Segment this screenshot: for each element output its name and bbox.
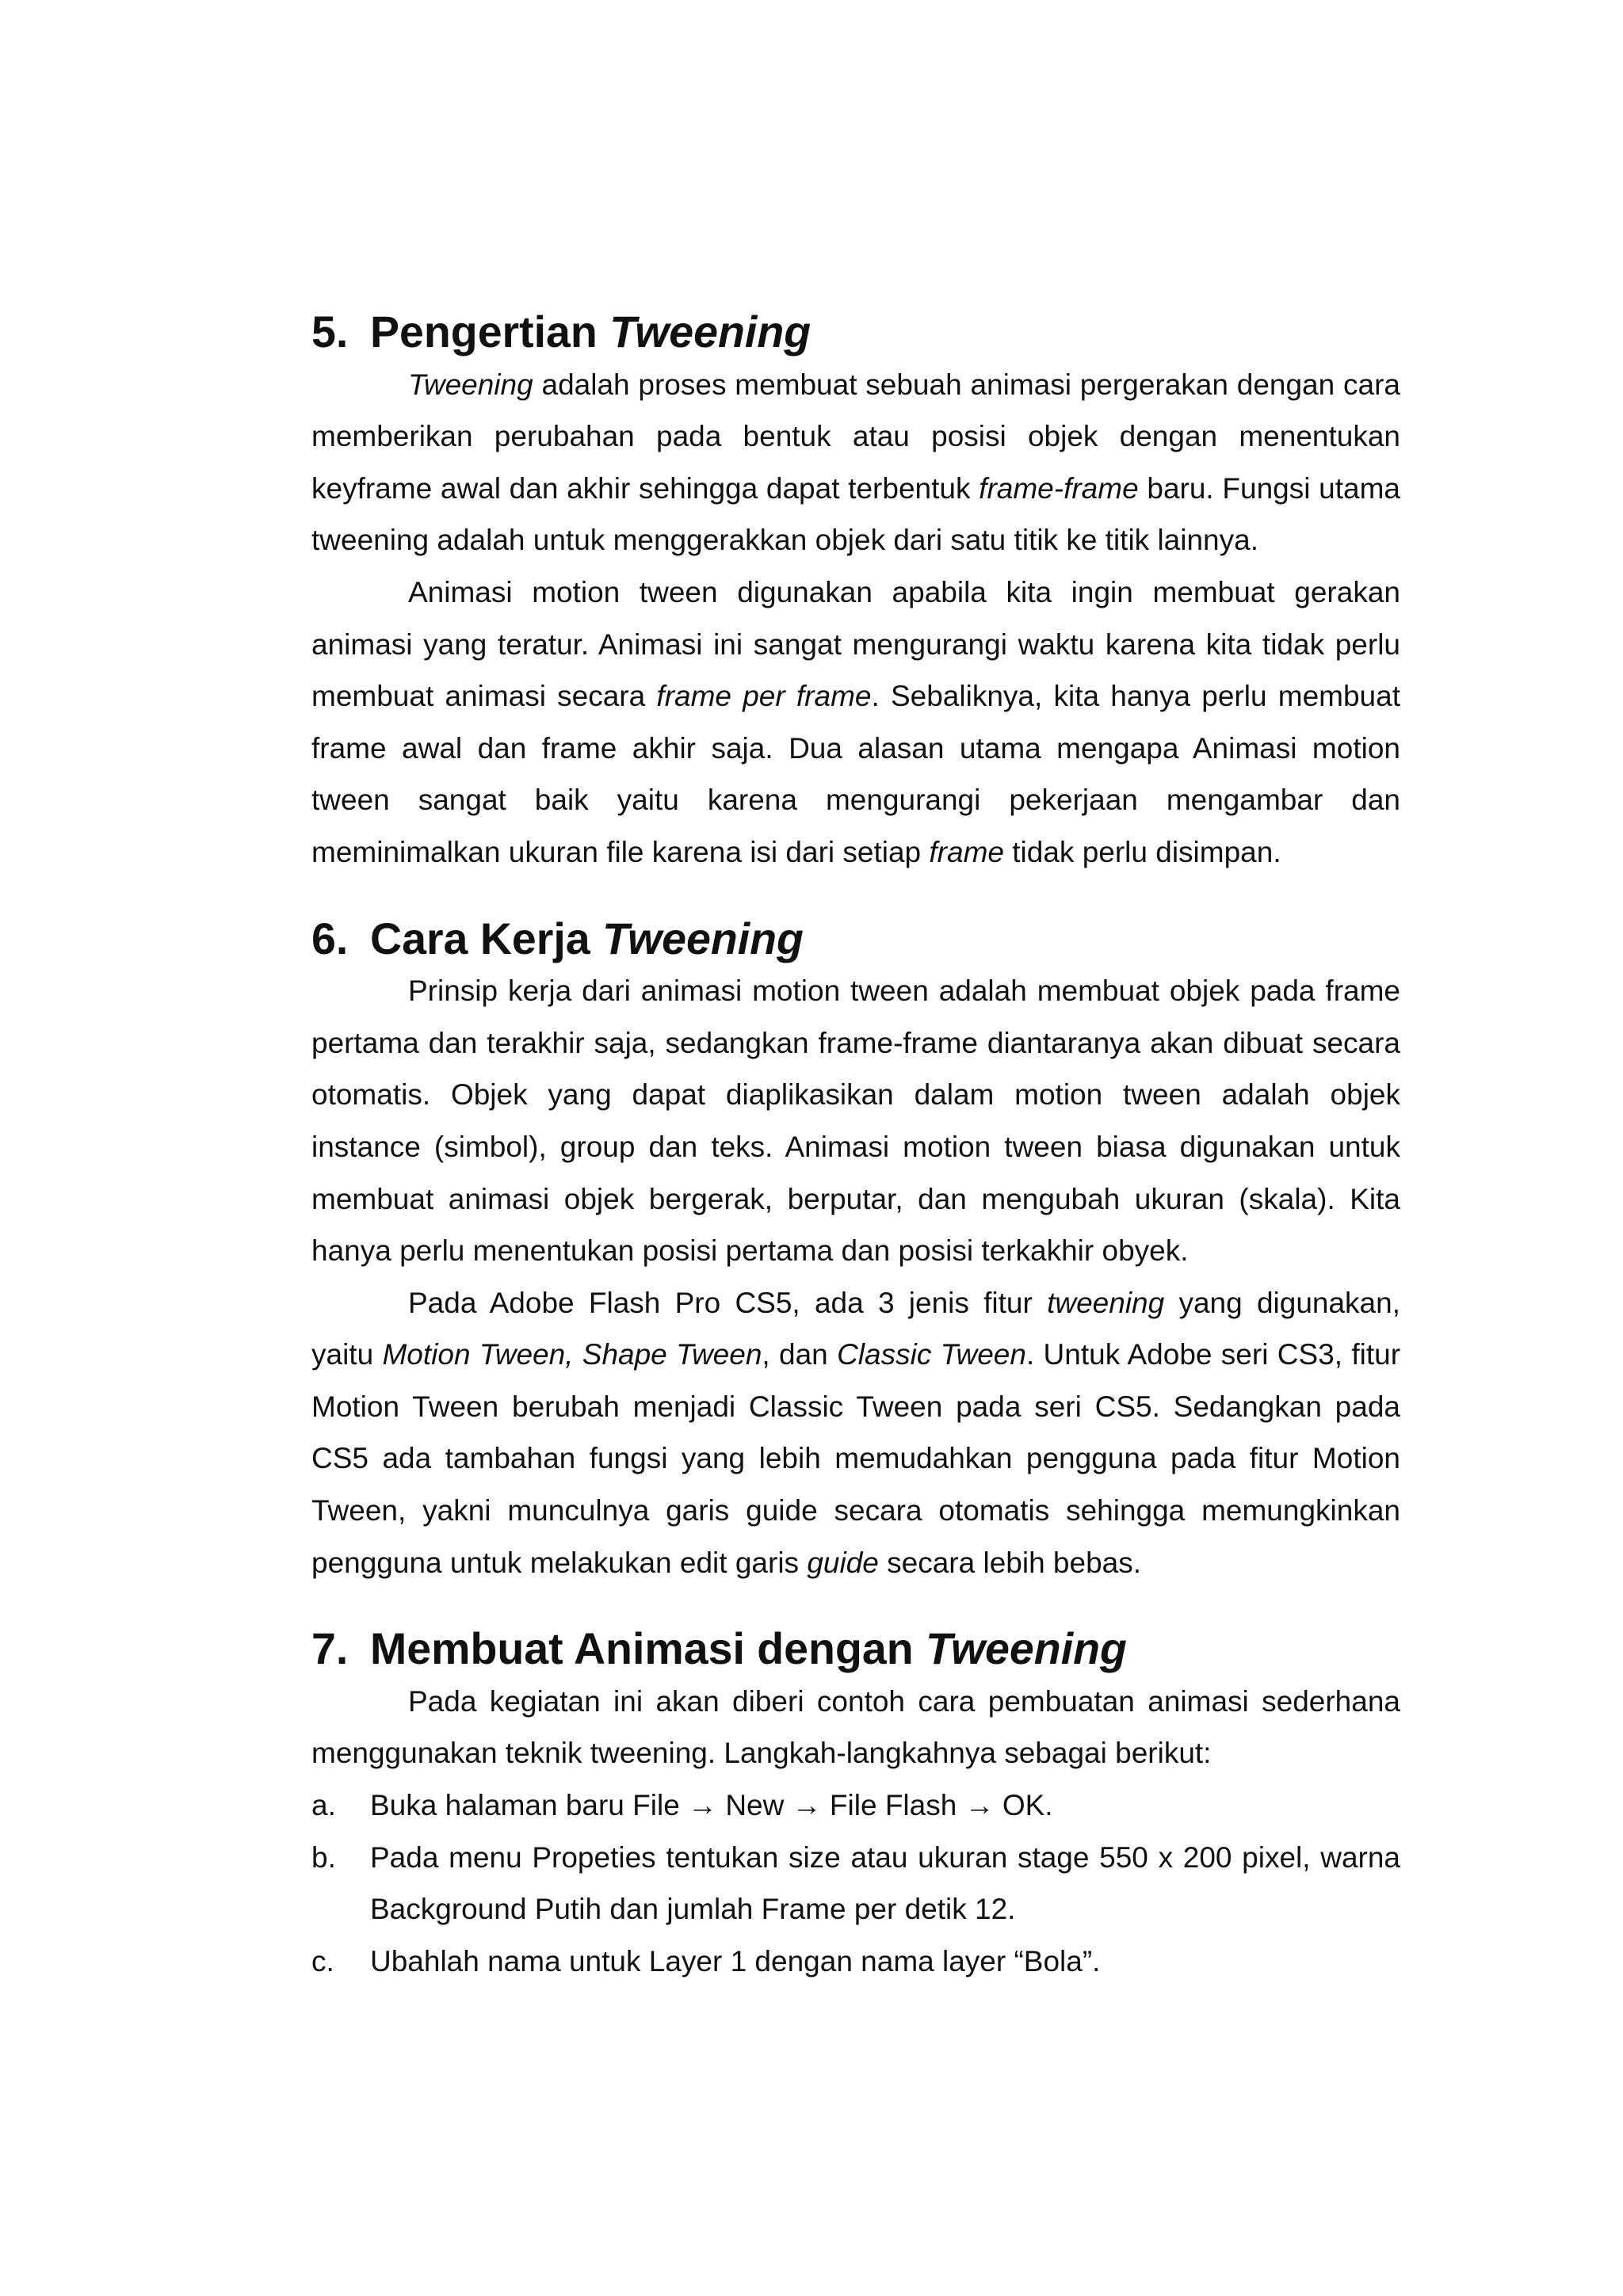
- section-number: 6.: [311, 913, 349, 963]
- section-title: Pengertian Tweening: [370, 307, 812, 357]
- list-item-text: Ubahlah nama untuk Layer 1 dengan nama layer “Bola”.: [370, 1944, 1101, 1978]
- section-title: Membuat Animasi dengan Tweening: [370, 1624, 1127, 1674]
- section-number: 7.: [311, 1624, 349, 1674]
- list-item: [311, 1936, 1400, 1988]
- paragraph: Pada Adobe Flash Pro CS5, ada 3 jenis fitur tweening yang digunakan, yaitu Motion Tween, Shape Tween, dan Classic Tween. Untuk Adobe seri CS3, fitur Motion Tween berubah menjadi Classic Tween pada seri CS5. Sedangkan pada CS5 ada tambahan fungsi yang lebih memudahkan pengguna pada fitur Motion Tween, yakni munculnya garis guide secara otomatis sehingga memungkinkan pengguna untuk melakukan edit garis guide secara lebih bebas.: [311, 1286, 1401, 1579]
- document-page: [311, 307, 1400, 1987]
- section-heading: [311, 913, 1400, 966]
- list-marker: a.: [311, 1789, 336, 1822]
- section-5: [311, 307, 1400, 879]
- paragraph: Pada kegiatan ini akan diberi contoh cara pembuatan animasi sederhana menggunakan teknik tweening. Langkah-langkahnya sebagai berikut:: [311, 1684, 1400, 1770]
- list-item-text: Pada menu Propeties tentukan size atau ukuran stage 550 x 200 pixel, warna Background Putih dan jumlah Frame per detik 12.: [370, 1840, 1400, 1926]
- section-title: Cara Kerja Tweening: [370, 913, 804, 963]
- list-marker: c.: [311, 1944, 334, 1978]
- section-number: 5.: [311, 307, 349, 357]
- list-item-text: Buka halaman baru File → New → File Flash → OK.: [370, 1789, 1053, 1822]
- section-heading: [311, 307, 1400, 359]
- list-marker: b.: [311, 1840, 336, 1874]
- section-7: [311, 1623, 1400, 1987]
- paragraph: Tweening adalah proses membuat sebuah animasi pergerakan dengan cara memberikan perubahan pada bentuk atau posisi objek dengan menentukan keyframe awal dan akhir sehingga dapat terbentuk frame-frame baru. Fungsi utama tweening adalah untuk menggerakkan objek dari satu titik ke titik lainnya.: [311, 368, 1400, 557]
- list-item: [311, 1832, 1400, 1936]
- paragraph: Animasi motion tween digunakan apabila kita ingin membuat gerakan animasi yang teratur. Animasi ini sangat mengurangi waktu karena kita tidak perlu membuat animasi secara frame per frame. Sebaliknya, kita hanya perlu membuat frame awal dan frame akhir saja. Dua alasan utama mengapa Animasi motion tween sangat baik yaitu karena mengurangi pekerjaan mengambar dan meminimalkan ukuran file karena isi dari setiap frame tidak perlu disimpan.: [311, 575, 1400, 868]
- paragraph: Prinsip kerja dari animasi motion tween adalah membuat objek pada frame pertama dan terakhir saja, sedangkan frame-frame diantaranya akan dibuat secara otomatis. Objek yang dapat diaplikasikan dalam motion tween adalah objek instance (simbol), group dan teks. Animasi motion tween biasa digunakan untuk membuat animasi objek bergerak, berputar, dan mengubah ukuran (skala). Kita hanya perlu menentukan posisi pertama dan posisi terkakhir obyek.: [311, 974, 1400, 1268]
- section-heading: [311, 1623, 1400, 1676]
- section-6: [311, 913, 1400, 1589]
- list-item: [311, 1779, 1400, 1832]
